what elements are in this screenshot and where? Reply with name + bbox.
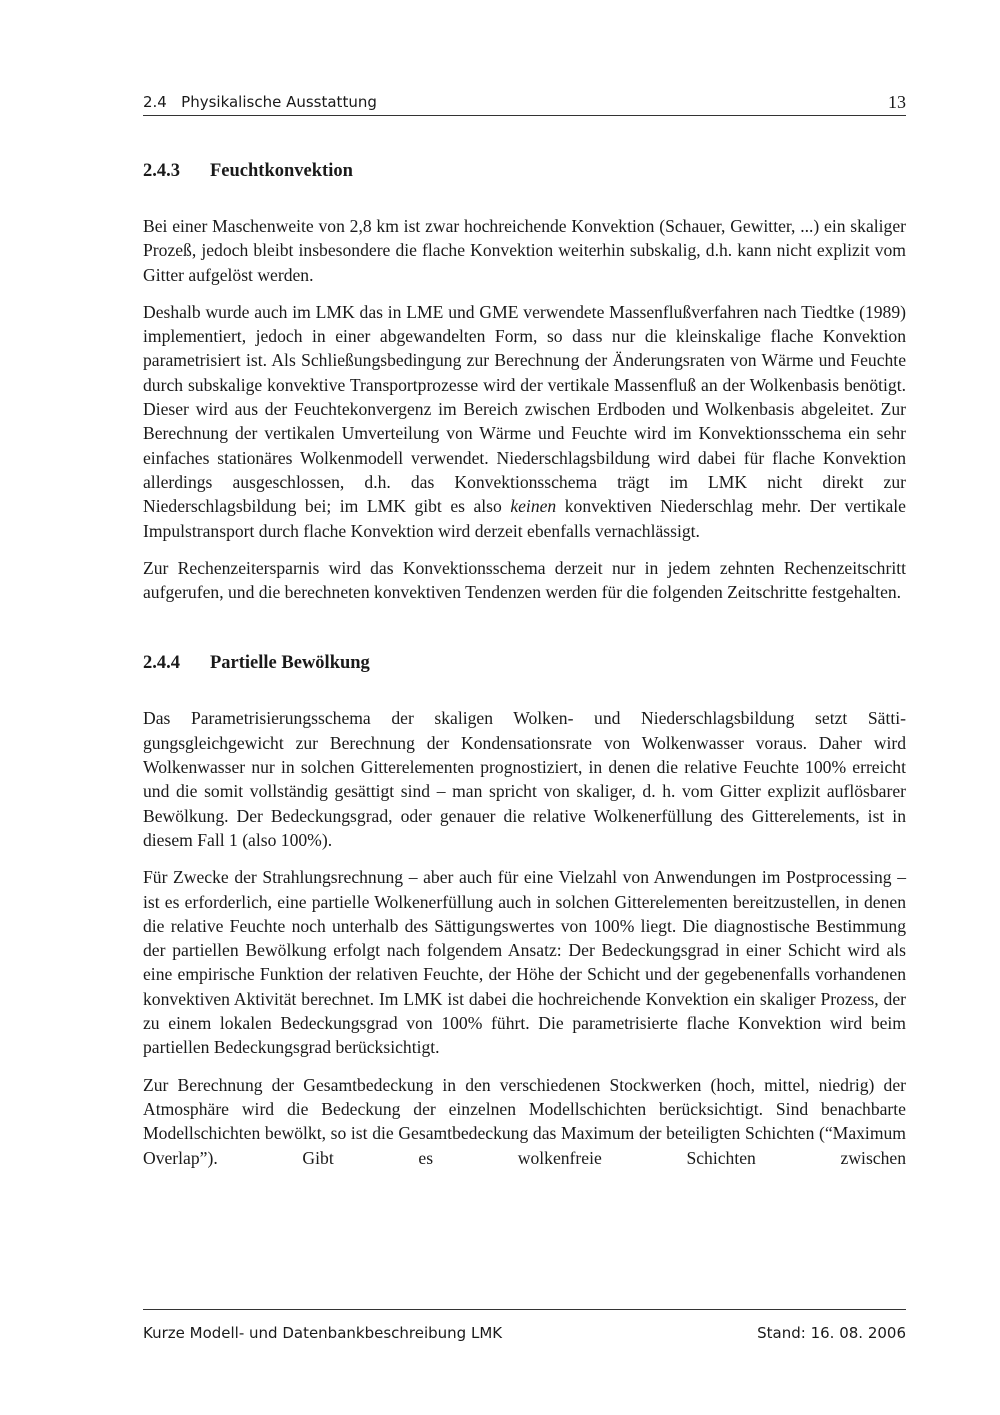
paragraph-text: konvektiven Niederschlag mehr. Der vertikale Impulstransport durch flache Konvektion wird derzeit ebenfalls vernachlässigt. xyxy=(143,496,906,541)
emphasized-word: keinen xyxy=(510,496,557,517)
header-section-label: 2.4 Physikalische Ausstattung xyxy=(143,93,377,111)
page-number: 13 xyxy=(888,92,906,112)
section-title: Partielle Bewölkung xyxy=(210,653,370,674)
section-title: Feuchtkonvektion xyxy=(210,161,353,181)
running-header xyxy=(143,91,906,116)
footer-date: Stand: 16. 08. 2006 xyxy=(757,1324,906,1342)
paragraph: Das Parametrisierungsschema der skaligen Wolken- und Niederschlagsbildung setzt Sättigungsgleichgewicht zur Berechnung der Kondensationsrate von Wolkenwasser voraus. Daher wird Wolkenwasser nur in solchen Gitterelementen prognostiziert, in denen die relative Feuchte 100% erreicht und die somit vollständig gesättigt sind – man spricht von skaliger, d. h. vom Gitter explizit auflösbarer Bewölkung. Der Bedeckungsgrad, oder genauer die relative Wolkenerfüllung des Gitterelements, ist in diesem Fall 1 (also 100%). xyxy=(143,708,906,850)
section-heading-feuchtkonvektion xyxy=(143,155,906,187)
paragraph: Für Zwecke der Strahlungsrechnung – aber auch für eine Vielzahl von Anwendungen im Postprocessing – ist es erforderlich, eine partielle Wolkenerfüllung auch in solchen Gitterelementen bereitzustellen, in denen die relative Feuchte noch unterhalb des Sättigungswertes von 100% liegt. Die diagnostische Bestimmung der partiellen Bewölkung erfolgt nach folgendem Ansatz: Der Bedeckungsgrad in einer Schicht wird als eine empirische Funktion der relativen Feuchte, der Höhe der Schicht und der gegebenenfalls vorhandenen konvektiven Aktivität berechnet. Im LMK ist dabei die hochreichende Konvektion ein skaliger Prozess, der zu einem lokalen Bedeckungsgrad von 100% führt. Die parametrisierte flache Konvektion wird beim partiellen Bedeckungsgrad berücksichtigt. xyxy=(143,867,906,1058)
paragraph: Zur Berechnung der Gesamtbedeckung in den verschiedenen Stockwerken (hoch, mittel, niedrig) der Atmosphäre wird die Bedeckung der einzelnen Modellschichten berücksichtigt. Sind benachbarte Modellschichten bewölkt, so ist die Gesamtbedeckung das Maximum der beteiligten Schichten (“Maximum Overlap”). Gibt es wolkenfreie Schichten zwischen xyxy=(143,1074,906,1168)
document-page xyxy=(143,0,906,1415)
paragraph: Bei einer Maschenweite von 2,8 km ist zwar hochreichende Konvektion (Schauer, Gewitter, ...) ein skaliger Prozeß, jedoch bleibt insbesondere die flache Konvektion weiterhin subskalig, d.h. kann nicht explizit vom Gitter aufgelöst werden. xyxy=(143,216,906,285)
page-content xyxy=(143,155,906,1183)
section-number: 2.4.4 xyxy=(143,653,180,674)
running-footer xyxy=(143,1309,906,1342)
section-number: 2.4.3 xyxy=(143,161,180,181)
paragraph: Zur Rechenzeitersparnis wird das Konvektionsschema derzeit nur in jedem zehnten Rechenzeitschritt aufgerufen, und die berechneten konvektiven Tendenzen werden für die folgenden Zeitschritte festgehalten. xyxy=(143,557,906,603)
section-heading-partielle-bewoelkung xyxy=(143,647,906,679)
footer-document-title: Kurze Modell- und Datenbankbeschreibung LMK xyxy=(143,1324,503,1342)
paragraph xyxy=(143,300,906,543)
paragraph-text: Deshalb wurde auch im LMK das in LME und GME verwendete Massenflußverfahren nach Tiedtke (1989) implementiert, jedoch in einer abgewandelten Form, so dass nur die kleinskalige flache Konvektion parametrisiert ist. Als Schließungsbedingung zur Berechnung der Änderungsraten von Wärme und Feuchte durch subskalige konvektive Transportprozesse wird der vertikale Massenfluß an der Wolkenbasis benötigt. Dieser wird aus der Feuchtekonvergenz im Bereich zwischen Erdboden und Wolkenbasis abgeleitet. Zur Berechnung der vertikalen Umverteilung von Wärme und Feuchte wird im Konvektionsschema ein sehr einfaches stationäres Wolkenmodell verwendet. Niederschlagsbildung wird dabei für flache Konvektion allerdings ausgeschlossen, d.h. das Konvektionsschema trägt im LMK nicht direkt zur Niederschlagsbildung bei; im LMK gibt es also xyxy=(143,301,906,517)
